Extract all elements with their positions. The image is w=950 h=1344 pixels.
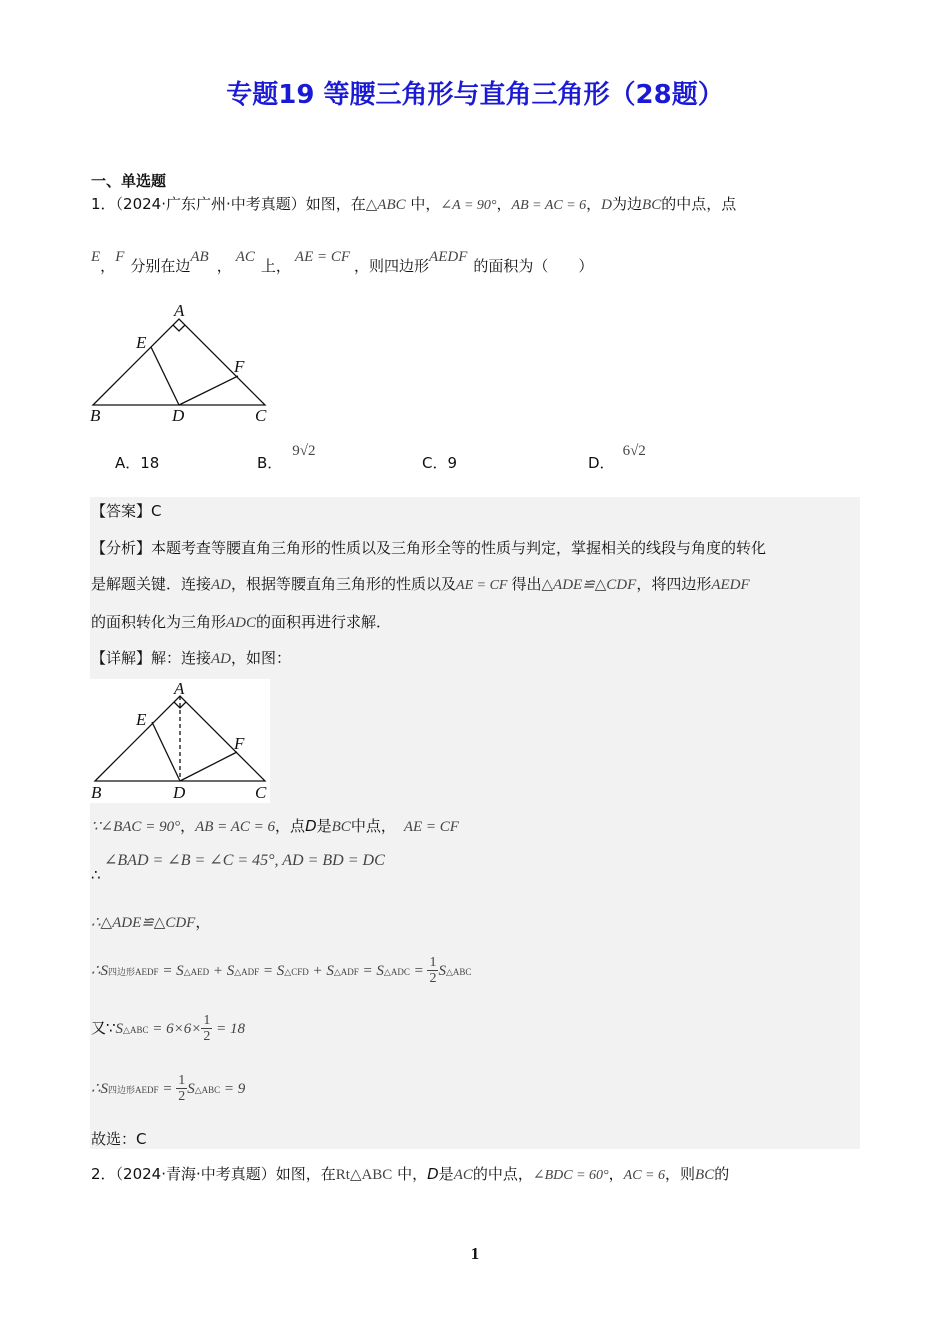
step2: ∠BAD = ∠B = ∠C = 45°, AD = BD = DC bbox=[104, 852, 385, 869]
fraction-half bbox=[201, 1013, 212, 1044]
choice-c[interactable]: C．9 bbox=[422, 454, 458, 472]
q2-text: D bbox=[427, 1165, 439, 1183]
math-s: ∴S bbox=[91, 1081, 109, 1097]
math-f: F bbox=[115, 249, 125, 265]
math-bc: BC bbox=[331, 819, 351, 835]
q2-text: 的中点， bbox=[472, 1165, 533, 1183]
choice-d[interactable] bbox=[588, 443, 646, 473]
math-result: = 9 bbox=[220, 1081, 246, 1097]
math-ac: AC bbox=[235, 249, 255, 265]
answer-line: 【答案】C bbox=[91, 502, 162, 520]
analysis-text: ，将四边形 bbox=[636, 575, 712, 593]
fraction-numerator: 1 bbox=[429, 955, 437, 970]
q1-text: 的中点，点 bbox=[661, 195, 737, 213]
analysis-text: 的面积转化为三角形 bbox=[91, 613, 227, 631]
analysis-text: ，根据等腰直角三角形的性质以及 bbox=[231, 575, 457, 593]
choice-d-label: D． bbox=[588, 454, 615, 472]
analysis-line2 bbox=[91, 573, 750, 594]
q1-text: 为边 bbox=[612, 195, 643, 213]
label-a: A bbox=[174, 679, 185, 698]
detail-text: 【详解】解：连接 bbox=[91, 649, 212, 667]
label-b: B bbox=[90, 406, 101, 425]
q1-text: ， bbox=[496, 195, 512, 213]
subscript: △ABC bbox=[445, 967, 472, 977]
q1-text: ，则四边形 bbox=[354, 257, 430, 275]
q2-line1 bbox=[91, 1163, 729, 1184]
math-angle-bdc: ∠BDC = 60° bbox=[532, 1168, 609, 1183]
therefore-sign: ∴ bbox=[91, 866, 101, 884]
math-ab-ac: AB = AC = 6 bbox=[511, 198, 587, 213]
math-s: S bbox=[187, 1081, 195, 1097]
fraction-denominator: 2 bbox=[203, 1029, 211, 1044]
q1-text: ， bbox=[216, 257, 232, 275]
step-text: 又∵ bbox=[91, 1019, 116, 1037]
fraction-denominator: 2 bbox=[178, 1089, 186, 1104]
math-ab: AB bbox=[190, 249, 209, 265]
subscript: △ADF bbox=[234, 967, 260, 977]
q1-line1 bbox=[91, 193, 736, 214]
q1-text: 中， bbox=[405, 195, 441, 213]
math-ae-cf: AE = CF bbox=[456, 578, 508, 593]
math-aedf: AEDF bbox=[429, 249, 468, 265]
label-f: F bbox=[234, 357, 245, 376]
triangle-figure bbox=[88, 302, 278, 426]
math-congruent: ∴△ADE≌△CDF bbox=[91, 915, 196, 931]
math-rt-abc: Rt△ABC bbox=[335, 1167, 393, 1183]
step-text: 中点， bbox=[350, 817, 396, 835]
label-c: C bbox=[255, 783, 267, 802]
choice-d-value: 6√2 bbox=[622, 443, 646, 459]
q2-text: 是 bbox=[438, 1165, 454, 1183]
q1-text: ， bbox=[586, 195, 602, 213]
step-text: ， bbox=[195, 913, 211, 931]
math-angle-a: ∠A = 90° bbox=[440, 198, 497, 213]
math-s: S bbox=[115, 1021, 124, 1037]
step1 bbox=[91, 815, 459, 836]
analysis-text: 得出 bbox=[511, 575, 542, 593]
choice-a[interactable]: A．18 bbox=[115, 454, 160, 472]
q1-text: 分别在边 bbox=[130, 257, 191, 275]
fraction-half bbox=[176, 1073, 187, 1104]
math-ae-cf: AE = CF bbox=[294, 249, 351, 265]
label-b: B bbox=[91, 783, 102, 802]
label-d: D bbox=[173, 783, 186, 802]
q1-text: 上， bbox=[260, 257, 291, 275]
math-s: + S bbox=[209, 963, 235, 979]
detail-line bbox=[91, 647, 291, 668]
q2-text: ， bbox=[608, 1165, 624, 1183]
q2-text: 中， bbox=[392, 1165, 428, 1183]
math-adc: ADC bbox=[226, 615, 257, 631]
analysis-text: 是解题关键．连接 bbox=[91, 575, 212, 593]
math-ac: AC bbox=[453, 1167, 473, 1183]
q1-text: 的面积为（ ） bbox=[473, 257, 594, 275]
step-text: 是 bbox=[316, 817, 332, 835]
step-text: ，点 bbox=[275, 817, 306, 835]
math-aedf: AEDF bbox=[711, 577, 750, 593]
math-e: E bbox=[91, 249, 101, 265]
analysis-line3 bbox=[91, 611, 391, 632]
subscript: 四边形AEDF bbox=[108, 1085, 159, 1095]
page-number: 1 bbox=[470, 1244, 480, 1263]
q1-text: ， bbox=[100, 257, 116, 275]
label-a: A bbox=[174, 302, 185, 320]
math-s: ∴S bbox=[91, 963, 109, 979]
step5 bbox=[91, 1013, 245, 1044]
choice-b-value: 9√2 bbox=[292, 443, 316, 459]
fraction-numerator: 1 bbox=[203, 1013, 211, 1028]
math-ae-cf: AE = CF bbox=[403, 819, 459, 835]
fraction-half bbox=[427, 955, 438, 986]
math-s: = S bbox=[158, 963, 184, 979]
q1-text: 1．（2024·广东广州·中考真题）如图，在 bbox=[91, 195, 366, 213]
math-result: = 18 bbox=[212, 1021, 245, 1037]
math-step1: AB = AC = 6 bbox=[195, 819, 276, 835]
math-s: = bbox=[409, 963, 428, 979]
math-d: D bbox=[601, 197, 613, 213]
subscript: 四边形AEDF bbox=[108, 967, 159, 977]
math-bc: BC bbox=[695, 1167, 715, 1183]
choice-b-label: B． bbox=[257, 454, 283, 472]
math-congruent: △ADE≌△CDF bbox=[541, 577, 637, 593]
math-s: S bbox=[438, 963, 446, 979]
detail-text: ，如图： bbox=[231, 649, 292, 667]
label-d: D bbox=[172, 406, 185, 425]
math-bc: BC bbox=[642, 197, 662, 213]
label-c: C bbox=[255, 406, 267, 425]
subscript: △ADC bbox=[383, 967, 410, 977]
subscript: △CFD bbox=[284, 967, 309, 977]
math-s: + S bbox=[308, 963, 334, 979]
math-s: = S bbox=[259, 963, 285, 979]
choice-b[interactable] bbox=[257, 443, 316, 473]
math-step1: ∵∠BAC = 90° bbox=[91, 819, 181, 835]
label-f: F bbox=[234, 734, 245, 753]
q2-text: ，则 bbox=[665, 1165, 696, 1183]
math-ad: AD bbox=[211, 577, 232, 593]
step-text: ， bbox=[180, 817, 196, 835]
math-ad: AD bbox=[211, 651, 232, 667]
step4 bbox=[91, 955, 471, 986]
section-heading: 一、单选题 bbox=[91, 172, 167, 190]
step3 bbox=[91, 911, 210, 932]
page-title: 专题19 等腰三角形与直角三角形（28题） bbox=[226, 80, 724, 110]
step-text: D bbox=[305, 817, 317, 835]
q1-line2 bbox=[91, 249, 594, 276]
math-tri-abc: △ABC bbox=[365, 197, 406, 213]
label-e: E bbox=[136, 333, 147, 352]
label-e: E bbox=[136, 710, 147, 729]
fraction-numerator: 1 bbox=[178, 1073, 186, 1088]
subscript: △ABC bbox=[194, 1085, 221, 1095]
math-product: = 6×6× bbox=[148, 1021, 202, 1037]
math-ac-6: AC = 6 bbox=[623, 1168, 666, 1183]
solution-figure bbox=[90, 679, 270, 803]
fraction-denominator: 2 bbox=[429, 971, 437, 986]
analysis-line1: 【分析】本题考查等腰直角三角形的性质以及三角形全等的性质与判定，掌握相关的线段与角度的转化 bbox=[91, 539, 767, 557]
subscript: △AED bbox=[183, 967, 210, 977]
math-s: = S bbox=[358, 963, 384, 979]
math-s: = bbox=[158, 1081, 177, 1097]
analysis-text: 的面积再进行求解． bbox=[256, 613, 392, 631]
conclusion: 故选：C bbox=[91, 1130, 147, 1148]
q2-text: 的 bbox=[714, 1165, 730, 1183]
q2-text: 2．（2024·青海·中考真题）如图，在 bbox=[91, 1165, 336, 1183]
subscript: △ADF bbox=[333, 967, 359, 977]
step6 bbox=[91, 1073, 245, 1104]
subscript: △ABC bbox=[123, 1025, 149, 1035]
